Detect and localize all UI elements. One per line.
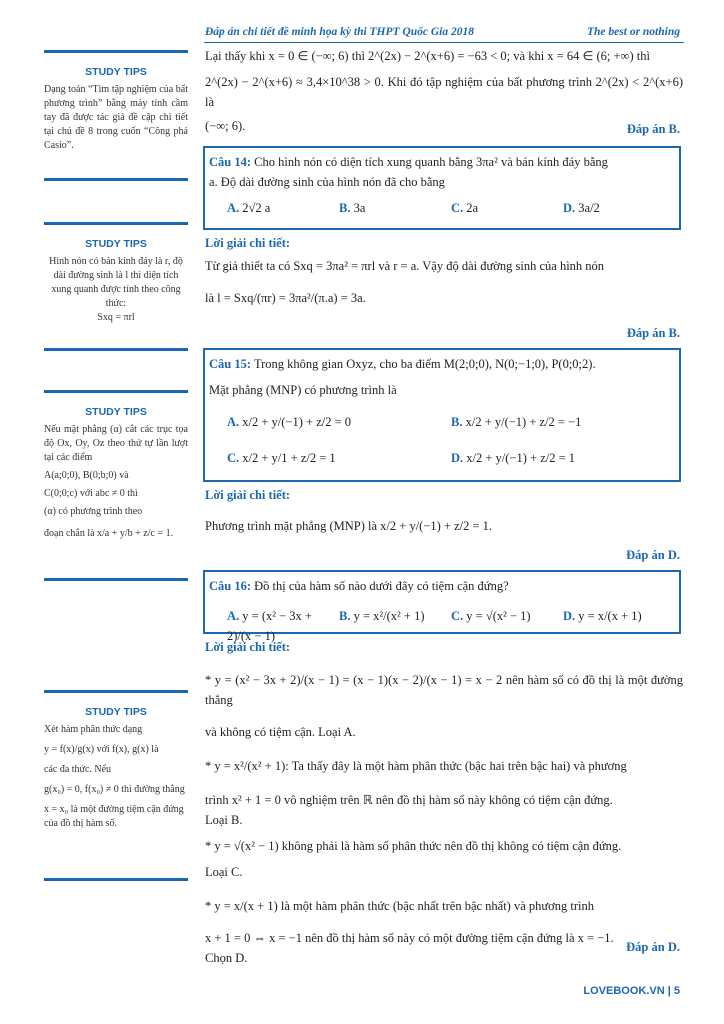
tip-body: Dạng toán “Tìm tập nghiệm của bất phương trình” bằng máy tính cầm tay đã được tác giả đề cập chi tiết tại chủ đề 8 trong cuốn “Công phá Casio”. (44, 84, 188, 151)
answer-label: Đáp án B. (626, 326, 680, 340)
question-text (209, 152, 675, 172)
options-row-1 (209, 412, 675, 432)
tip-line: C(0;0;c) với abc ≠ 0 thì (44, 488, 138, 499)
option-a: A. 2√2 a (227, 201, 271, 215)
question-stem: Đồ thị của hàm số nào dưới đây có tiệm cận đứng? (254, 579, 509, 593)
option-c: C. 2a (451, 201, 479, 215)
question-14-box (203, 146, 681, 230)
solution-15 (205, 516, 683, 536)
tip-line: Nếu mặt phẳng (α) cắt các trục tọa độ Ox, Oy, Oz theo thứ tự lần lượt tại các điểm (44, 424, 188, 463)
header-motto: The best or nothing (587, 26, 680, 38)
tip-title: STUDY TIPS (85, 238, 147, 250)
sidebar-bar (44, 348, 188, 351)
page-footer: LOVEBOOK.VN | 5 (583, 985, 680, 997)
solution-14 (205, 256, 683, 308)
question-text (209, 354, 675, 374)
tip-line: x = x₀ là một đường tiệm cận đứng của đồ thị hàm số. (44, 804, 184, 829)
answer-label: Đáp án D. (626, 548, 680, 562)
tip-line: A(a;0;0), B(0;b;0) và (44, 470, 129, 481)
tip-body: Hình nón có bán kính đáy là r, độ dài đường sinh là l thì diện tích xung quanh được tính theo công thức: (49, 256, 183, 309)
tip-title: STUDY TIPS (85, 706, 147, 718)
text-line: Chọn D. (205, 951, 248, 965)
option-d: D. 3a/2 (563, 201, 600, 215)
sidebar-bar (44, 222, 188, 225)
text-line: Loại C. (205, 865, 243, 879)
tip-title: STUDY TIPS (85, 406, 147, 418)
solution-title: Lời giải chi tiết: (205, 488, 291, 502)
option-a: A. y = (x² − 3x + 2)/(x − 1) (227, 609, 312, 643)
study-tip-2 (44, 238, 188, 325)
solution-16 (205, 670, 683, 968)
text-line: trình x² + 1 = 0 vô nghiệm trên ℝ nên đồ thị hàm số này không có tiệm cận đứng. (205, 793, 613, 807)
text-line: * y = (x² − 3x + 2)/(x − 1) = (x − 1)(x − 2)/(x − 1) = x − 2 nên hàm số có đồ thị là một đường thẳng (205, 673, 683, 707)
study-tip-1 (44, 66, 188, 153)
sidebar-bar (44, 50, 188, 53)
option-a: A. x/2 + y/(−1) + z/2 = 0 (227, 415, 352, 429)
question-16-box (203, 570, 681, 643)
sidebar-bar (44, 178, 188, 181)
options-row-2 (209, 448, 675, 468)
tip-title: STUDY TIPS (85, 66, 147, 78)
tip-line: g(x₀) = 0, f(x₀) ≠ 0 thì đường thẳng (44, 784, 185, 795)
text-line: Lại thấy khi x = 0 ∈ (−∞; 6) thì 2^(2x) − 2^(x+6) = −63 < 0; và khi x = 64 ∈ (6; +∞) thì (205, 49, 650, 63)
solution-title: Lời giải chi tiết: (205, 640, 291, 654)
solution-continuation (205, 46, 683, 136)
option-b: B. y = x²/(x² + 1) (339, 609, 425, 623)
option-b: B. 3a (339, 201, 366, 215)
text-line: Phương trình mặt phẳng (MNP) là x/2 + y/(−1) + z/2 = 1. (205, 519, 493, 533)
tip-line: y = f(x)/g(x) với f(x), g(x) là (44, 744, 159, 755)
text-line: Từ giả thiết ta có Sxq = 3πa² = πrl và r = a. Vậy độ dài đường sinh của hình nón (205, 259, 605, 273)
answer-label: Đáp án D. (626, 940, 680, 954)
tip-line: (α) có phương trình theo (44, 506, 143, 517)
tip-line: đoạn chắn là x/a + y/b + z/c = 1. (44, 528, 174, 539)
tip-line: Xét hàm phân thức dạng (44, 724, 143, 735)
option-b: B. x/2 + y/(−1) + z/2 = −1 (451, 415, 582, 429)
text-line: 2^(2x) − 2^(x+6) ≈ 3,4×10^38 > 0. Khi đó tập nghiệm của bất phương trình 2^(2x) < 2^(x+6) là (205, 75, 683, 109)
header-title: Đáp án chi tiết đề minh họa kỳ thi THPT Quốc Gia 2018 (205, 26, 474, 38)
question-stem-2: a. Độ dài đường sinh của hình nón đã cho bằng (209, 175, 445, 189)
sidebar-bar (44, 690, 188, 693)
option-c: C. x/2 + y/1 + z/2 = 1 (227, 451, 336, 465)
question-stem: Trong không gian Oxyz, cho ba điểm M(2;0;0), N(0;−1;0), P(0;0;2). (253, 357, 596, 371)
text-line: là l = Sxq/(πr) = 3πa²/(π.a) = 3a. (205, 291, 366, 305)
text-line: và không có tiệm cận. Loại A. (205, 725, 356, 739)
study-tip-3 (44, 406, 188, 541)
answer-label: Đáp án B. (626, 122, 680, 136)
tip-formula: Sxq = πrl (97, 312, 135, 323)
option-d: D. y = x/(x + 1) (563, 609, 642, 623)
question-stem-2: Mặt phẳng (MNP) có phương trình là (209, 383, 397, 397)
sidebar-bar (44, 878, 188, 881)
text-line: * y = √(x² − 1) không phải là hàm số phân thức nên đồ thị không có tiệm cận đứng. (205, 839, 622, 853)
question-number: Câu 15: (209, 357, 252, 371)
option-d: D. x/2 + y/(−1) + z/2 = 1 (451, 451, 576, 465)
sidebar-bar (44, 578, 188, 581)
question-number: Câu 16: (209, 579, 252, 593)
question-stem: Cho hình nón có diện tích xung quanh bằng 3πa² và bán kính đáy bằng (254, 155, 608, 169)
solution-title: Lời giải chi tiết: (205, 236, 291, 250)
text-line: (−∞; 6). (205, 119, 246, 133)
tip-line: các đa thức. Nếu (44, 764, 112, 775)
question-text (209, 576, 675, 596)
header-rule (204, 42, 684, 43)
options (209, 198, 675, 218)
option-c: C. y = √(x² − 1) (451, 609, 531, 623)
sidebar-bar (44, 390, 188, 393)
text-line: * y = x/(x + 1) là một hàm phân thức (bậc nhất trên bậc nhất) và phương trình (205, 899, 595, 913)
text-line: Loại B. (205, 813, 243, 827)
question-15-box (203, 348, 681, 482)
text-line: x + 1 = 0 ⇔ x = −1 nên đồ thị hàm số này có một đường tiệm cận đứng là x = −1. (205, 931, 614, 945)
study-tip-4 (44, 706, 188, 831)
question-number: Câu 14: (209, 155, 252, 169)
text-line: * y = x²/(x² + 1): Ta thấy đây là một hàm phân thức (bậc hai trên bậc hai) và phương (205, 759, 627, 773)
